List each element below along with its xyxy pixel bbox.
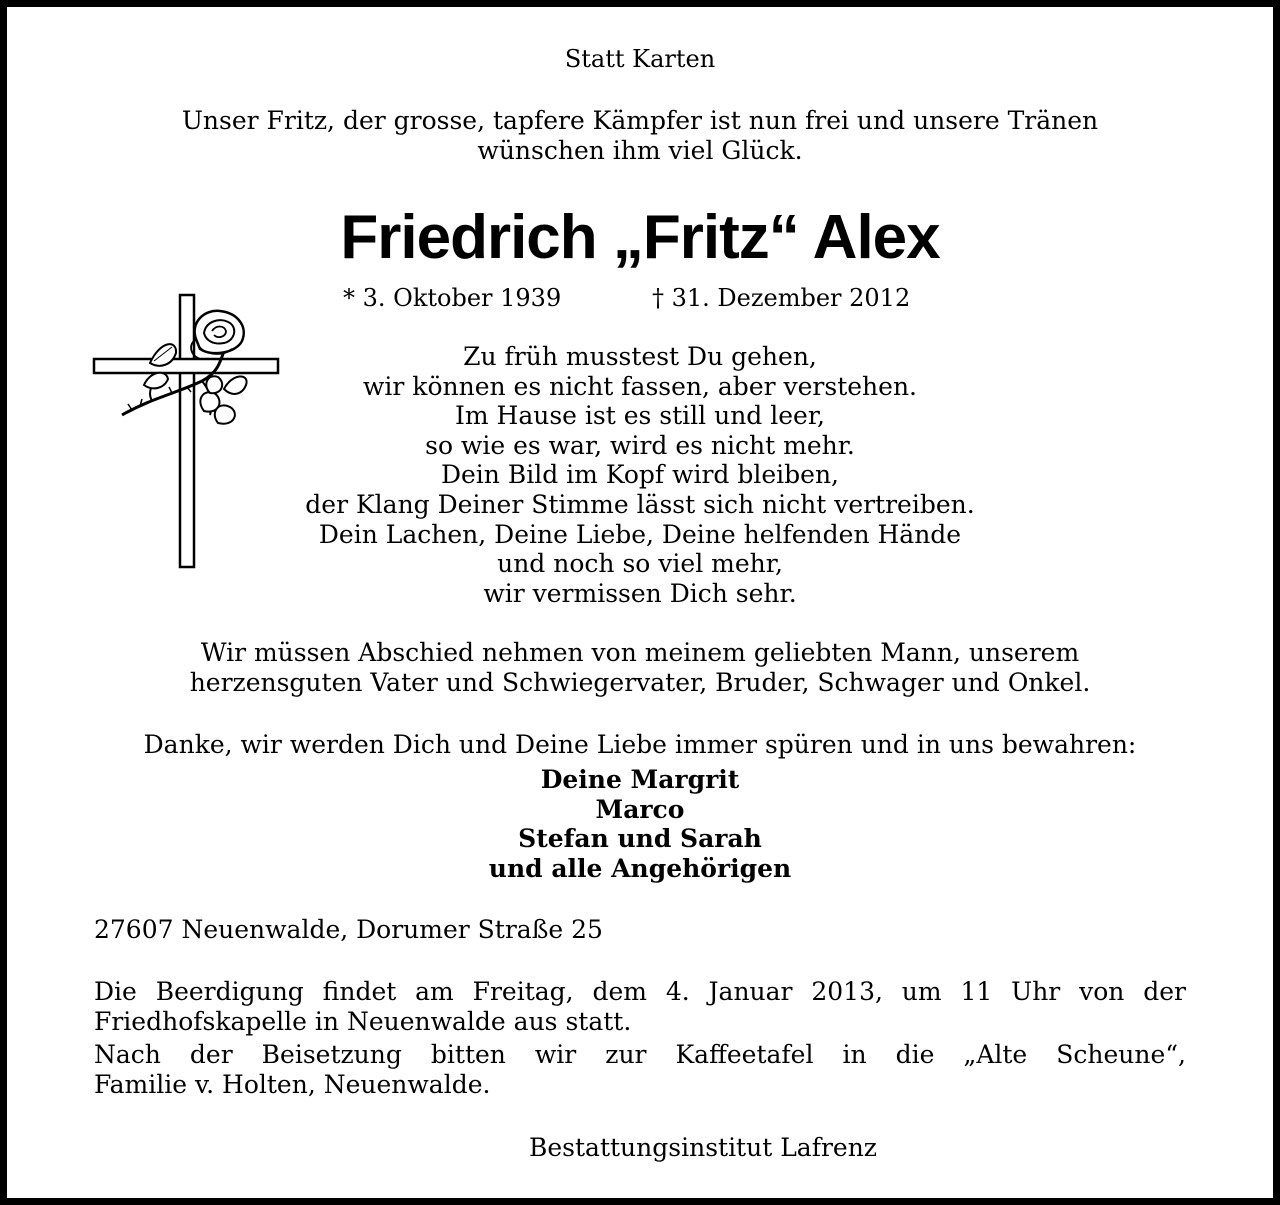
poem-line: wir können es nicht fassen, aber verstehen.: [363, 371, 917, 401]
poem-line: Im Hause ist es still und leer,: [455, 401, 825, 431]
deceased-name: Friedrich „Fritz“ Alex: [340, 203, 940, 272]
funeral-line: Die Beerdigung findet am Freitag, dem 4. Januar 2013, um 11 Uhr von der: [94, 977, 1186, 1006]
farewell-line: herzensguten Vater und Schwiegervater, Bruder, Schwager und Onkel.: [189, 668, 1091, 697]
poem-line: wir vermissen Dich sehr.: [483, 578, 797, 608]
intro-line: Unser Fritz, der grosse, tapfere Kämpfer ist nun frei und unsere Tränen: [181, 106, 1099, 135]
reception-line: Nach der Beisetzung bitten wir zur Kaffeetafel in die „Alte Scheune“,: [94, 1040, 1186, 1069]
intro-text: [0, 106, 1280, 166]
reception-text: [94, 1040, 1186, 1100]
poem-line: Zu früh musstest Du gehen,: [463, 342, 817, 371]
farewell-line: Wir müssen Abschied nehmen von meinem geliebten Mann, unserem: [200, 638, 1080, 667]
poem-line: so wie es war, wird es nicht mehr.: [425, 430, 855, 460]
signature-line: Stefan und Sarah: [518, 824, 762, 853]
poem: [0, 342, 1280, 608]
thanks-text: Danke, wir werden Dich und Deine Liebe immer spüren und in uns bewahren:: [143, 730, 1137, 759]
undertaker: Bestattungsinstitut Lafrenz: [529, 1133, 877, 1162]
poem-line: der Klang Deiner Stimme lässt sich nicht vertreiben.: [305, 489, 975, 519]
signatures: [0, 765, 1280, 883]
death-date: † 31. Dezember 2012: [652, 284, 911, 312]
poem-line: und noch so viel mehr,: [497, 549, 783, 579]
reception-line: Familie v. Holten, Neuenwalde.: [94, 1070, 491, 1099]
signature-line: Marco: [595, 794, 685, 824]
signature-line: und alle Angehörigen: [488, 853, 792, 883]
statt-karten-heading: Statt Karten: [564, 45, 716, 73]
address: 27607 Neuenwalde, Dorumer Straße 25: [94, 915, 603, 944]
poem-line: Dein Bild im Kopf wird bleiben,: [440, 460, 840, 490]
birth-date: * 3. Oktober 1939: [343, 284, 562, 312]
intro-line: wünschen ihm viel Glück.: [477, 136, 803, 165]
funeral-text: [94, 977, 1186, 1037]
signature-line: Deine Margrit: [540, 765, 740, 794]
poem-line: Dein Lachen, Deine Liebe, Deine helfenden Hände: [318, 519, 962, 549]
farewell-text: [0, 638, 1280, 698]
funeral-line: Friedhofskapelle in Neuenwalde aus statt.: [94, 1007, 632, 1036]
